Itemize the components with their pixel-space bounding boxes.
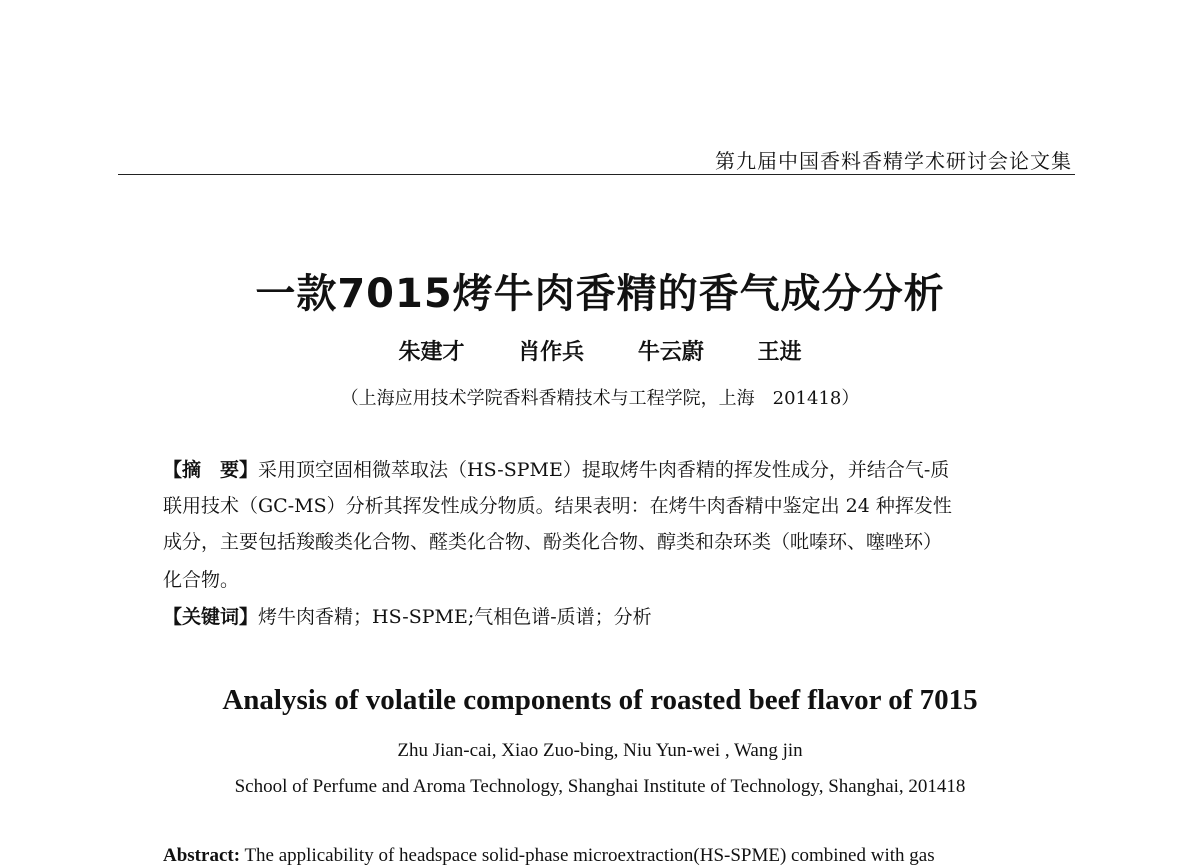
english-abstract-label: Abstract: — [163, 845, 241, 866]
abstract-cn-line — [163, 455, 1033, 482]
abstract-cn-line: 成分，主要包括羧酸类化合物、醛类化合物、酚类化合物、醇类和杂环类（吡嗪环、噻唑环） — [163, 531, 943, 553]
affiliation: （上海应用技术学院香料香精技术与工程学院，上海 201418） — [340, 388, 860, 409]
abstract-text: 采用顶空固相微萃取法（HS-SPME）提取烤牛肉香精的挥发性成分，并结合气-质 — [258, 459, 950, 481]
header-rule — [118, 174, 1075, 175]
abstract-cn-line: 化合物。 — [163, 569, 240, 591]
english-affiliation: School of Perfume and Aroma Technology, Shanghai Institute of Technology, Shanghai, 201418 — [234, 776, 966, 797]
author: 牛云蔚 — [637, 339, 704, 365]
author: 王进 — [757, 339, 802, 365]
english-authors: Zhu Jian-cai, Xiao Zuo-bing, Niu Yun-wei , Wang jin — [397, 740, 803, 761]
author: 朱建才 — [398, 339, 465, 365]
abstract-label: 【摘 要】 — [163, 459, 259, 481]
running-header: 第九届中国香料香精学术研讨会论文集 — [715, 149, 1072, 173]
author: 肖作兵 — [518, 339, 585, 365]
keywords-cn — [163, 602, 1033, 629]
keywords-label: 【关键词】 — [163, 606, 259, 628]
abstract-cn-line: 联用技术（GC-MS）分析其挥发性成分物质。结果表明：在烤牛肉香精中鉴定出 24 种挥发性 — [163, 495, 952, 517]
author-list — [0, 335, 1200, 366]
english-abstract — [163, 845, 935, 867]
keywords-text: 烤牛肉香精；HS-SPME;气相色谱-质谱；分析 — [258, 606, 652, 628]
english-title: Analysis of volatile components of roasted beef flavor of 7015 — [222, 684, 978, 716]
english-abstract-text: The applicability of headspace solid-phase microextraction(HS-SPME) combined with gas — [240, 845, 935, 866]
paper-title: 一款7015烤牛肉香精的香气成分分析 — [255, 271, 945, 317]
